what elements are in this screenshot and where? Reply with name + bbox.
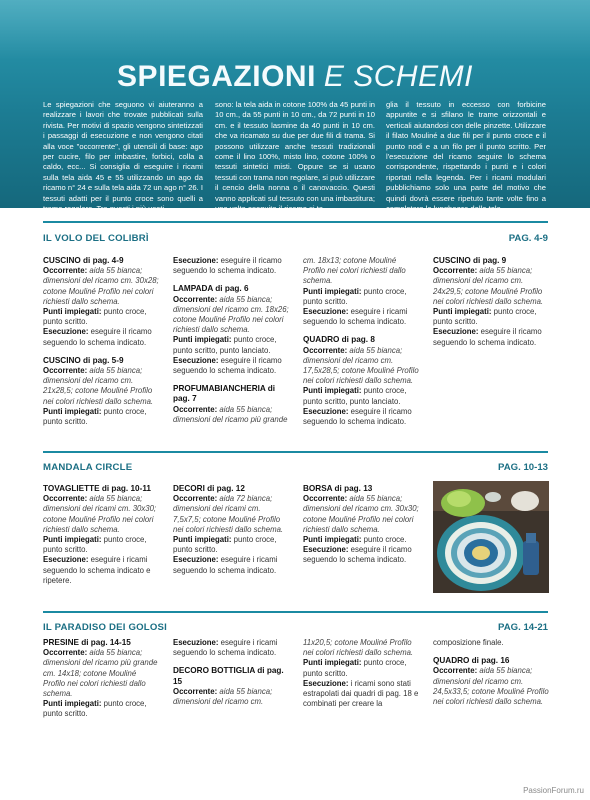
punti-value: punto croce, punto scritto. [433, 307, 537, 327]
occorrente-label: Occorrente: [433, 666, 478, 676]
intro-column-3: glia il tessuto in eccesso con forbicine appuntite e si sfilano le trame orizzontali e verticali aiutandosi con delle pinzette. Utilizzare il filato Mouliné a due fili per il punto croce e il punto nodi e a un filo per il punto scritto. Per l'esecuzione del ricamo seguire lo schema corrispondente, rispettando i punti e i colori riportati nella legenda. Per i ricami modulari pubblichiamo solo una parte del motivo che quindi dovrà essere ripetuto tante volte fino a completare la lunghezza della tela. [386, 100, 546, 214]
instruction-item [173, 284, 289, 376]
esecuzione-label: Esecuzione: [43, 555, 89, 565]
esecuzione-value: eseguire i ricami seguendo lo schema indicato. [173, 555, 278, 575]
section-pages: PAG. 10-13 [498, 462, 548, 473]
section-title: IL PARADISO DEI GOLOSI [43, 622, 167, 633]
section-pages: PAG. 4-9 [508, 233, 548, 244]
punti-value: punto croce. [361, 535, 407, 545]
occorrente-value: aida 55 bianca; dimensioni del ricamo cm. 24x29,5; cotone Mouliné Profilo nei colori richiesti dallo schema. [433, 266, 544, 306]
instruction-item [43, 484, 159, 586]
item-text: composizione finale. [433, 638, 504, 647]
occorrente-value: cm. 18x13; cotone Mouliné Profilo nei colori richiesti dallo schema. [303, 256, 406, 286]
occorrente-label: Occorrente: [43, 494, 88, 504]
instruction-item [433, 638, 549, 648]
occorrente-value: aida 55 bianca; dimensioni del ricamo cm. 30x28; cotone Mouliné Profilo nei colori richiesti dallo schema. [43, 266, 159, 306]
item-heading: CUSCINO di pag. 4-9 [43, 256, 124, 265]
item-heading: DECORO BOTTIGLIA di pag. 15 [173, 666, 284, 686]
intro-column-1: Le spiegazioni che seguono vi aiuteranno a realizzare i lavori che trovate pubblicati sulla rivista. Per motivi di spazio vengono sintetizzati i passaggi di esecuzione e non vengono citati alla voce "occorrente", gli utensili di base: ago per cucire, filo per imbastire, forbici, colla a caldo, ecc... Si consiglia di eseguire i ricami sulla tela aida 45 e 55 utilizzando un ago da ricamo n° 24 e sulla tela aida 72 un ago n° 26. I tessuti adatti per il punto croce sono quelli a trama regolare. Tra questi i più usati [43, 100, 203, 214]
esecuzione-value: eseguire i ricami seguendo lo schema indicato e ripetere. [43, 555, 151, 585]
instruction-item [173, 484, 289, 576]
punti-label: Punti impiegati: [303, 286, 362, 296]
occorrente-value: aida 55 bianca; dimensioni del ricamo più grande [173, 404, 288, 424]
instruction-item [173, 638, 289, 658]
occorrente-value: aida 55 bianca; dimensioni del ricamo cm. 18x26; cotone Mouliné Profilo nei colori richiesti dallo schema. [173, 294, 289, 335]
esecuzione-label: Esecuzione: [173, 256, 219, 265]
instruction-item [173, 256, 289, 276]
section-title: MANDALA CIRCLE [43, 462, 133, 473]
item-heading: CUSCINO di pag. 5-9 [43, 355, 124, 365]
watermark: PassionForum.ru [523, 786, 584, 795]
item-heading: TOVAGLIETTE di pag. 10-11 [43, 484, 151, 493]
section-rule [43, 451, 548, 453]
esecuzione-value: eseguire il ricamo seguendo lo schema indicato. [173, 256, 282, 276]
punti-value: punto croce, punto scritto. [43, 406, 147, 427]
occorrente-label: Occorrente: [43, 266, 88, 276]
esecuzione-label: Esecuzione: [303, 678, 349, 688]
instruction-item [433, 256, 549, 348]
occorrente-label: Occorrente: [433, 266, 478, 276]
section-rule [43, 611, 548, 613]
occorrente-label: Occorrente: [43, 648, 88, 658]
punti-label: Punti impiegati: [303, 658, 362, 668]
occorrente-value: aida 55 bianca; dimensioni dei ricami cm. 30x30; cotone Mouliné Profilo nei colori richiesti dallo schema. [43, 494, 157, 534]
page-title-italic: E SCHEMI [323, 60, 473, 93]
punti-value: punto croce, punto scritto, punto lanciato. [303, 386, 407, 406]
instruction-item [433, 656, 549, 707]
section-title: IL VOLO DEL COLIBRÌ [43, 233, 149, 244]
esecuzione-label: Esecuzione: [303, 406, 349, 416]
occorrente-value: aida 72 bianca; dimensioni dei ricami cm. 7,5x7,5; cotone Mouliné Profilo nei colori richiesti dallo schema. [173, 494, 284, 534]
esecuzione-value: eseguire il ricamo seguendo lo schema indicato. [303, 545, 412, 565]
occorrente-value: aida 55 bianca; dimensioni del ricamo cm. 21x28,5; cotone Mouliné Profilo nei colori richiesti dallo schema. [43, 366, 154, 406]
instruction-item [173, 384, 289, 425]
punti-label: Punti impiegati: [173, 535, 232, 545]
section-column [173, 638, 289, 715]
section-rule [43, 221, 548, 223]
instruction-item [303, 335, 419, 427]
photo-mandala-placemats [433, 481, 549, 593]
page-title-bold: SPIEGAZIONI [117, 60, 316, 93]
item-heading: QUADRO di pag. 16 [433, 656, 510, 666]
esecuzione-value: i ricami sono stati estrapolati dai quadri di pag. 18 e combinati per creare la [303, 678, 419, 709]
instruction-item [43, 356, 159, 427]
esecuzione-value: eseguire il ricamo seguendo lo schema indicato. [433, 327, 542, 347]
section-column [43, 638, 159, 728]
intro-column-2: sono: la tela aida in cotone 100% da 45 punti in 10 cm., da 55 punti in 10 cm., da 72 punti in 10 cm. e il tessuto lasmine da 40 punti in 10 cm. che va ricamato su due per due fili di trama. Si possono utilizzare anche tessuti tradizionali come il lino 100%, misto lino, cotone 100% o tessuti sintetici misti. Oppure se si usano tessuti con trama non regolare, si può utilizzare il cencio della nonna o il canovaccio. Questi vanno applicati sul tessuto con una imbastitura; una volta eseguito il ricamo si ta- [215, 100, 375, 214]
instruction-item [303, 256, 419, 327]
punti-label: Punti impiegati: [43, 307, 102, 317]
esecuzione-value: eseguire il ricamo seguendo lo schema indicato. [303, 406, 412, 427]
mandala-illustration [433, 481, 549, 593]
item-heading: PROFUMABIANCHERIA di pag. 7 [173, 384, 276, 404]
section-column [43, 256, 159, 435]
instruction-item [173, 666, 289, 707]
section-column [433, 256, 549, 356]
esecuzione-label: Esecuzione: [433, 327, 479, 337]
occorrente-value: aida 55 bianca; dimensioni del ricamo più grande cm. 14x18; cotone Mouliné Profilo nei colori richiesti dallo schema. [43, 648, 158, 699]
esecuzione-value: eseguire i ricami seguendo lo schema indicato. [173, 638, 278, 658]
item-heading: BORSA di pag. 13 [303, 484, 373, 493]
punti-label: Punti impiegati: [173, 335, 232, 345]
esecuzione-label: Esecuzione: [43, 327, 89, 337]
occorrente-value: aida 55 bianca; dimensioni del ricamo cm. 30x30; cotone Mouliné Profilo nei colori richiesti dallo schema. [303, 494, 419, 534]
occorrente-value: 11x20,5; cotone Mouliné Profilo nei colori richiesti dallo schema. [303, 638, 414, 658]
punti-label: Punti impiegati: [433, 307, 492, 317]
punti-value: punto croce, punto scritto. [43, 307, 147, 327]
occorrente-label: Occorrente: [173, 294, 218, 304]
esecuzione-value: eseguire i ricami seguendo lo schema indicato. [303, 307, 408, 327]
section-column [303, 638, 419, 717]
item-heading: DECORI di pag. 12 [173, 484, 245, 493]
occorrente-label: Occorrente: [303, 345, 348, 355]
item-heading: LAMPADA di pag. 6 [173, 284, 249, 294]
punti-value: punto croce, punto scritto. [303, 658, 407, 678]
item-heading: CUSCINO di pag. 9 [433, 256, 507, 265]
punti-value: punto croce, punto scritto. [43, 535, 147, 555]
punti-label: Punti impiegati: [303, 535, 362, 545]
esecuzione-value: eseguire il ricamo seguendo lo schema indicato. [173, 355, 282, 376]
punti-value: punto croce, punto scritto, punto lanciato. [173, 335, 277, 355]
section-column [303, 256, 419, 435]
page-title [0, 60, 590, 94]
instruction-item [303, 484, 419, 566]
section-column [43, 484, 159, 594]
section-column [433, 638, 549, 715]
esecuzione-value: eseguire il ricamo seguendo lo schema indicato. [43, 327, 152, 347]
instruction-item [43, 638, 159, 720]
esecuzione-label: Esecuzione: [303, 307, 349, 317]
section-column [173, 484, 289, 584]
esecuzione-label: Esecuzione: [173, 638, 219, 647]
esecuzione-label: Esecuzione: [303, 545, 349, 555]
punti-label: Punti impiegati: [303, 386, 362, 396]
punti-label: Punti impiegati: [43, 535, 102, 545]
esecuzione-label: Esecuzione: [173, 555, 219, 565]
occorrente-value: aida 55 bianca; dimensioni del ricamo cm. 17,5x28,5; cotone Mouliné Profilo nei colori richiesti dallo schema. [303, 345, 419, 386]
punti-value: punto croce, punto scritto. [303, 286, 407, 306]
occorrente-label: Occorrente: [173, 686, 218, 696]
section-pages: PAG. 14-21 [498, 622, 548, 633]
instruction-item [43, 256, 159, 348]
occorrente-label: Occorrente: [173, 404, 218, 414]
occorrente-value: aida 55 bianca; dimensioni del ricamo cm. 24,5x33,5; cotone Mouliné Profilo nei colori richiesti dallo schema. [433, 666, 549, 707]
item-heading: QUADRO di pag. 8 [303, 335, 375, 345]
occorrente-label: Occorrente: [303, 494, 348, 504]
header-banner [0, 0, 590, 214]
punti-value: punto croce, punto scritto. [43, 699, 147, 719]
occorrente-value: aida 55 bianca; dimensioni del ricamo cm. [173, 686, 273, 707]
esecuzione-label: Esecuzione: [173, 355, 219, 365]
instruction-item [303, 638, 419, 709]
section-column [173, 256, 289, 433]
punti-label: Punti impiegati: [43, 699, 102, 709]
section-column [303, 484, 419, 574]
occorrente-label: Occorrente: [173, 494, 218, 504]
item-heading: PRESINE di pag. 14-15 [43, 638, 131, 647]
header-glow [0, 0, 590, 60]
punti-label: Punti impiegati: [43, 406, 102, 416]
occorrente-label: Occorrente: [43, 366, 88, 376]
punti-value: punto croce, punto scritto. [173, 535, 277, 555]
